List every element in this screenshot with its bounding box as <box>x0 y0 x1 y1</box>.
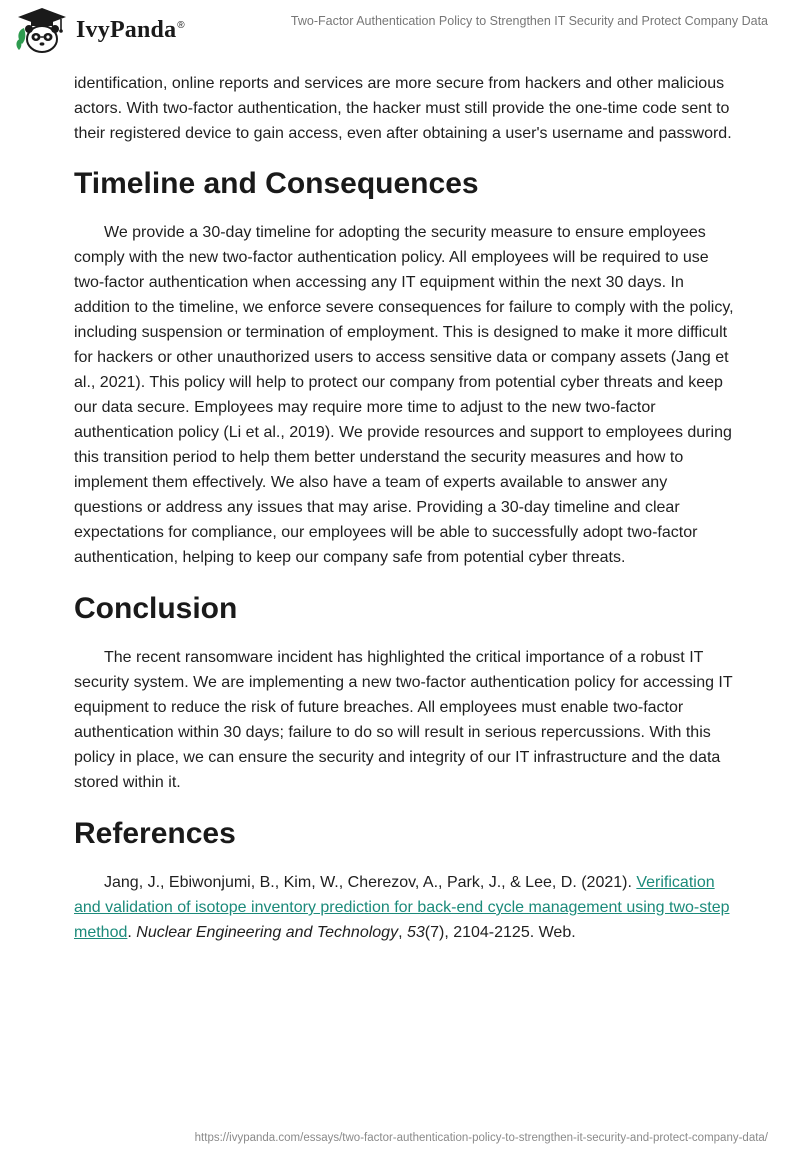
registered-mark: ® <box>177 19 185 31</box>
panda-graduate-icon <box>14 6 70 54</box>
running-title: Two-Factor Authentication Policy to Strengthen IT Security and Protect Company Data <box>290 14 768 28</box>
reference-punct: . <box>127 924 137 941</box>
timeline-paragraph: We provide a 30-day timeline for adopting the security measure to ensure employees comply with the new two-factor authentication policy. All employees will be required to use two-factor authentication when accessing any IT equipment within the next 30 days. In addition to the timeline, we enforce severe consequences for failure to comply with the policy, including suspension or termination of employment. This is designed to make it more difficult for hackers or other unauthorized users to access sensitive data or company assets (Jang et al., 2021). This policy will help to protect our company from potential cyber threats and keep our data secure. Employees may require more time to adjust to the new two-factor authentication policy (Li et al., 2019). We provide resources and support to employees during this transition period to help them better understand the security measures and how to implement them effectively. We also have a team of experts available to answer any questions or address any issues that may arise. Providing a 30-day timeline and clear expectations for compliance, our employees will be able to successfully adopt two-factor authentication, helping to keep our company safe from potential cyber threats. <box>74 224 734 566</box>
reference-volume: 53 <box>406 924 425 941</box>
intro-paragraph: identification, online reports and services are more secure from hackers and other malicious actors. With two-factor authentication, the hacker must still provide the one-time code sent to their registered device to gain access, even after obtaining a user's username and password. <box>74 75 732 142</box>
reference-authors: Jang, J., Ebiwonjumi, B., Kim, W., Cherezov, A., Park, J., & Lee, D. (2021). <box>104 874 637 891</box>
reference-tail: (7), 2104-2125. Web. <box>424 924 576 941</box>
references-heading: References <box>74 817 236 850</box>
reference-title-link[interactable]: Verification and validation of isotope inventory prediction for back-end cycle management using two-step method <box>74 874 730 941</box>
ivypanda-logo[interactable] <box>14 6 185 54</box>
reference-entry <box>74 870 734 945</box>
reference-sep: , <box>398 924 407 941</box>
conclusion-paragraph: The recent ransomware incident has highlighted the critical importance of a robust IT security system. We are implementing a new two-factor authentication policy for accessing IT equipment to reduce the risk of future breaches. All employees must enable two-factor authentication within 30 days; failure to do so will result in serious repercussions. With this policy in place, we can ensure the security and integrity of our IT infrastructure and the data stored within it. <box>74 649 733 791</box>
timeline-heading: Timeline and Consequences <box>74 167 479 200</box>
conclusion-heading: Conclusion <box>74 592 238 625</box>
logo-wordmark: IvyPanda® <box>76 16 185 43</box>
page-header <box>0 0 800 60</box>
source-url[interactable]: https://ivypanda.com/essays/two-factor-authentication-policy-to-strengthen-it-security-and-protect-company-data/ <box>194 1132 768 1144</box>
reference-journal: Nuclear Engineering and Technology <box>136 924 399 941</box>
essay-content <box>74 71 734 945</box>
